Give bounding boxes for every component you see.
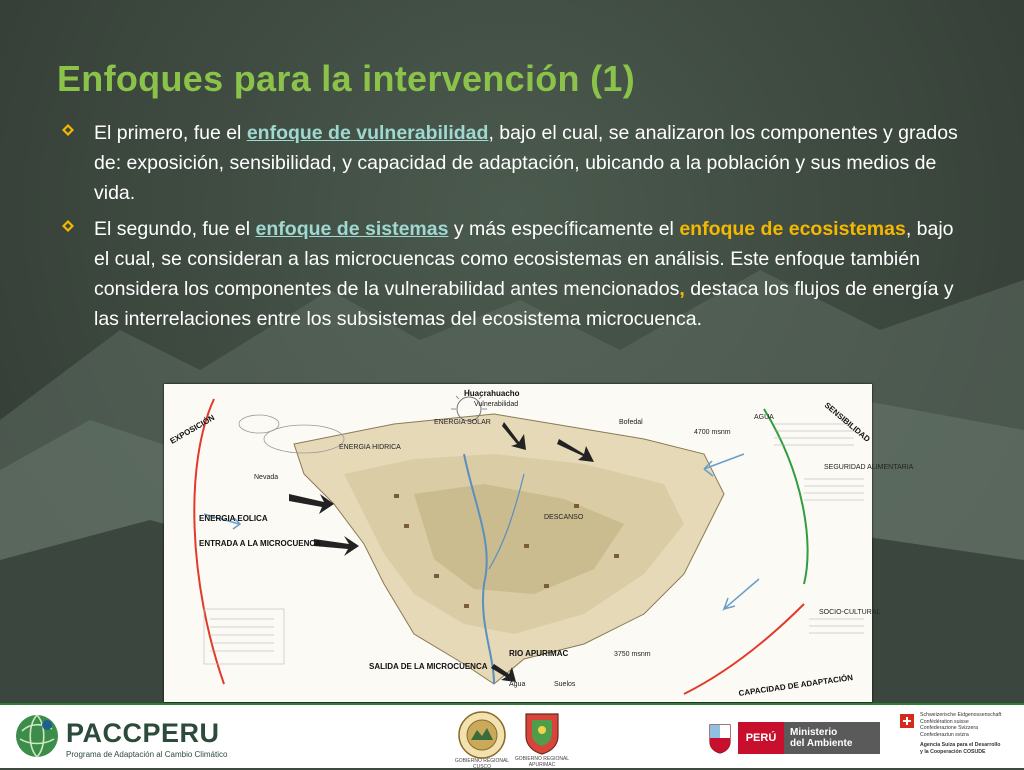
nevada-label: Nevada — [254, 474, 279, 481]
agua-bottom-label: Agua — [509, 681, 526, 688]
salida-label: SALIDA DE LA MICROCUENCA — [369, 662, 488, 671]
bullet-item — [60, 214, 960, 334]
globe-logo-icon — [14, 713, 60, 759]
cosude-line: y la Cooperación COSUDE — [920, 748, 986, 755]
highlight-link[interactable]: enfoque de vulnerabilidad — [246, 122, 489, 144]
ministerio-line: Ministerio — [790, 727, 838, 738]
descanso-label: DESCANSO — [544, 514, 584, 521]
cosude-line: Agencia Suiza para el Desarrollo — [920, 742, 1001, 749]
bullet-text: , bajo el cual, se consideran a las microcuencas como ecosistemas en análisis. Este enfoque también considera los componentes de la vulnerabilidad antes mencionados — [94, 218, 954, 300]
suelos-label: Suelos — [554, 681, 576, 688]
cosude-logo-text — [920, 712, 1022, 756]
exposicion-label: EXPOSICIÓN — [168, 413, 217, 446]
bullet-text: y más específicamente el — [448, 218, 680, 240]
bullet-text: El primero, fue el — [94, 122, 247, 144]
bullet-list — [60, 118, 960, 340]
bullet-text: , bajo el cual, se analizaron los componentes y grados de: exposición, sensibilidad, y capacidad de adaptación, ubicando a la población y sus medios de vida. — [94, 122, 958, 204]
diamond-bullet-icon — [62, 124, 74, 136]
pacc-logo-subtitle: Programa de Adaptación al Cambio Climático — [66, 750, 228, 759]
emphasis-text: , — [679, 278, 685, 300]
seguridad-label: SEGURIDAD ALIMENTARIA — [824, 464, 914, 471]
agua-label: AGUA — [754, 414, 774, 421]
sociocultural-label: SOCIO-CULTURAL — [819, 609, 881, 616]
diamond-bullet-icon — [62, 220, 74, 232]
altitude-bottom-label: 3750 msnm — [614, 651, 651, 658]
bullet-text: El segundo, fue el — [94, 218, 256, 240]
energia-eolica-label: ENERGIA EOLICA — [199, 514, 268, 523]
swiss-line: Schweizerische Eidgenossenschaft — [920, 712, 1002, 718]
bofedal-label: Bofedal — [619, 419, 643, 426]
swiss-line: Confederaziun svizra — [920, 731, 969, 738]
map-subheader: Vulnerabilidad — [474, 401, 519, 408]
cusco-seal-icon — [457, 710, 507, 760]
slide-title: Enfoques para la intervención (1) — [57, 58, 636, 99]
highlight-link[interactable]: enfoque de sistemas — [255, 218, 449, 240]
pacc-logo-name: PACCPERU — [66, 718, 220, 748]
bullet-text: destaca los flujos de energía y las interrelaciones entre los subsistemas del ecosistema microcuenca. — [94, 278, 954, 330]
entrada-label: ENTRADA A LA MICROCUENCA — [199, 539, 321, 548]
watershed-diagram — [164, 384, 914, 702]
swiss-flag-icon — [900, 714, 914, 728]
altitude-top-label: 4700 msnm — [694, 429, 731, 436]
ministerio-line: del Ambiente — [790, 738, 853, 749]
swiss-line: Confédération suisse — [920, 718, 969, 725]
energia-hidrica-label: ENERGIA HIDRICA — [339, 444, 401, 451]
map-header: Huacrahuacho — [464, 389, 520, 398]
apurimac-seal-caption: GOBIERNO REGIONAL APURIMAC — [514, 756, 570, 768]
rio-label: RIO APURIMAC — [509, 649, 569, 658]
swiss-line: Confederazione Svizzera — [920, 725, 978, 732]
cusco-seal-caption: GOBIERNO REGIONAL CUSCO — [454, 758, 510, 770]
ministerio-ambiente-logo — [738, 722, 880, 754]
peru-label: PERÚ — [738, 722, 784, 754]
apurimac-seal-icon — [522, 710, 562, 756]
sensibilidad-label: SENSIBILIDAD — [822, 400, 872, 444]
energia-solar-label: ENERGIA SOLAR — [434, 419, 491, 426]
emphasis-text: enfoque de ecosistemas — [679, 218, 906, 240]
peru-coat-of-arms-icon — [707, 722, 733, 754]
ministerio-label — [784, 722, 880, 754]
capacidad-label: CAPACIDAD DE ADAPTACIÓN — [738, 673, 854, 698]
bullet-item — [60, 118, 960, 208]
